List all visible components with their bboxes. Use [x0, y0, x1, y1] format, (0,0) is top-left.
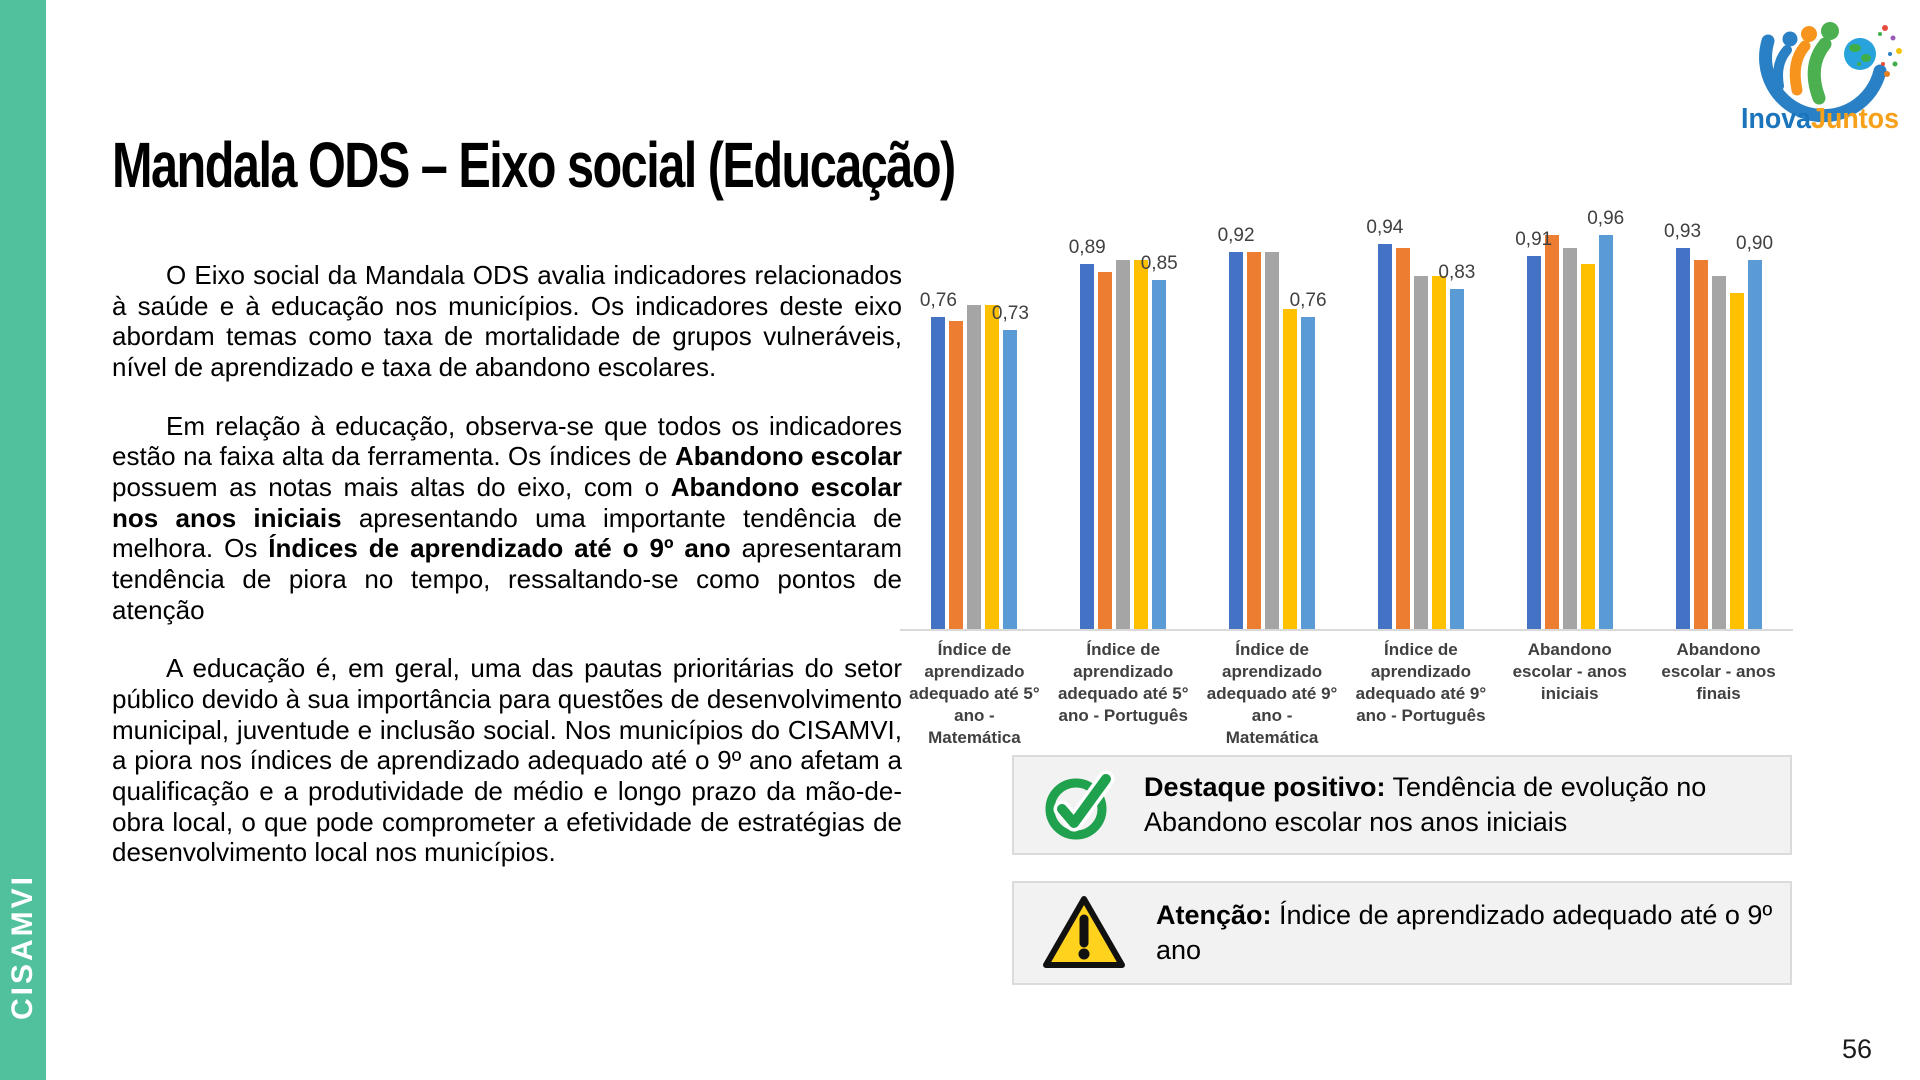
bar-wrap [1265, 219, 1279, 629]
bar-wrap [919, 219, 957, 629]
bar-wrap [1581, 219, 1595, 629]
bar-chart [900, 195, 1800, 765]
bar-wrap [1134, 219, 1148, 629]
bar-wrap [1694, 219, 1708, 629]
person-blue-icon [1778, 50, 1787, 86]
bar-2021 [1599, 235, 1613, 629]
category-label: Abandono escolar - anos finais [1661, 640, 1776, 704]
bar-2018 [1247, 252, 1261, 629]
bar-2017 [931, 317, 945, 629]
bar-wrap [1366, 217, 1404, 629]
chart-x-axis [900, 629, 1793, 631]
bar-wrap [1438, 219, 1476, 629]
bar-2019 [1116, 260, 1130, 629]
bar-wrap [1217, 219, 1255, 629]
bar-value-label: 0,73 [991, 303, 1029, 324]
callout-positive [1012, 755, 1792, 855]
bar-2017 [1378, 244, 1392, 629]
bar-2019 [967, 305, 981, 629]
bar-2017 [1676, 248, 1690, 629]
bar-wrap [1712, 219, 1726, 629]
bar-wrap [1068, 219, 1106, 629]
callout-warning [1012, 881, 1792, 985]
page-number: 56 [1842, 1034, 1873, 1064]
bar-2017 [1229, 252, 1243, 629]
bar-value-label: 0,92 [1217, 225, 1255, 246]
bar-2017 [1080, 264, 1094, 629]
bar-2019 [1265, 252, 1279, 629]
bar-value-label: 0,83 [1438, 262, 1476, 283]
bar-wrap [1736, 219, 1774, 629]
bar-2018 [1098, 272, 1112, 629]
bar-wrap [985, 219, 999, 629]
bar-2020 [1283, 309, 1297, 629]
sidebar-label: CISAMVI [6, 873, 39, 1020]
bar-value-label: 0,96 [1587, 208, 1625, 229]
bar-2020 [1134, 260, 1148, 629]
bar-value-label: 0,76 [1289, 290, 1327, 311]
category-label: Índice de aprendizado adequado até 9° ano - Matemática [1206, 640, 1338, 748]
bar-2020 [1730, 293, 1744, 629]
paragraph: Em relação à educação, observa-se que todos os indicadores estão na faixa alta da ferramenta. Os índices de Abandono escolar possuem as notas mais altas do eixo, com o Abandono escolar nos anos iniciais apresentando uma importante tendência de melhora. Os Índices de aprendizado até o 9º ano apresentaram tendência de piora no tempo, ressaltando-se como pontos de atenção [112, 410, 902, 625]
bar-value-label: 0,93 [1664, 221, 1702, 242]
category-label: Abandono escolar - anos iniciais [1512, 640, 1627, 704]
bar-wrap [1116, 219, 1130, 629]
callout-positive-label: Destaque positivo: [1144, 772, 1386, 803]
bar-2021 [1003, 330, 1017, 629]
bar-wrap [967, 219, 981, 629]
category-label: Índice de aprendizado adequado até 9° ano - Português [1355, 640, 1487, 726]
bar-wrap [1247, 219, 1261, 629]
bar-wrap [1587, 208, 1625, 629]
bar-wrap [1140, 219, 1178, 629]
check-circle-icon [1040, 767, 1116, 843]
bar-group [900, 219, 1049, 629]
bar-wrap [1563, 219, 1577, 629]
bar-2018 [1694, 260, 1708, 629]
bar-wrap [1289, 219, 1327, 629]
callout-warning-text: Atenção: Índice de aprendizado adequado até o 9º ano [1156, 900, 1773, 965]
body-text [112, 260, 902, 896]
bar-wrap [949, 219, 963, 629]
bar-wrap [991, 219, 1029, 629]
bar-2018 [949, 321, 963, 629]
bar-2021 [1748, 260, 1762, 629]
bar-2019 [1712, 276, 1726, 629]
bar-value-label: 0,85 [1140, 253, 1178, 274]
bar-wrap [1414, 219, 1428, 629]
bar-group [1346, 219, 1495, 629]
logo-wordmark: InovaJuntos [1741, 103, 1907, 135]
bar-group [1198, 219, 1347, 629]
page-title: Mandala ODS – Eixo social (Educação) [112, 129, 955, 201]
inovajuntos-logo [1733, 6, 1908, 138]
bar-2019 [1414, 276, 1428, 629]
bar-group [1049, 219, 1198, 629]
bar-wrap [1098, 219, 1112, 629]
bar-group [1644, 219, 1793, 629]
bar-value-label: 0,94 [1366, 217, 1404, 238]
bar-wrap [1283, 219, 1297, 629]
bar-wrap [1730, 219, 1744, 629]
callout-warning-label: Atenção: [1156, 900, 1272, 931]
bar-2020 [1581, 264, 1595, 629]
bar-wrap [1545, 219, 1559, 629]
bar-wrap [1515, 219, 1553, 629]
paragraph: O Eixo social da Mandala ODS avalia indicadores relacionados à saúde e à educação nos municípios. Os indicadores deste eixo abordam temas como taxa de mortalidade de grupos vulneráveis, nível de aprendizado e taxa de abandono escolares. [112, 260, 902, 383]
bar-value-label: 0,90 [1736, 233, 1774, 254]
person-orange-icon [1795, 46, 1805, 90]
chart-plot-area [900, 208, 1793, 629]
bar-2020 [985, 305, 999, 629]
category-label: Índice de aprendizado adequado até 5° ano - Matemática [909, 640, 1040, 748]
category-label: Índice de aprendizado adequado até 5° ano - Português [1057, 640, 1189, 726]
chart-category-axis [900, 639, 1793, 749]
cisamvi-sidebar [0, 0, 46, 1080]
bar-2020 [1432, 276, 1446, 629]
warning-triangle-icon [1040, 893, 1128, 973]
bar-value-label: 0,76 [919, 290, 957, 311]
bar-wrap [1664, 219, 1702, 629]
bar-2021 [1152, 280, 1166, 629]
bar-2017 [1527, 256, 1541, 629]
bar-2018 [1545, 235, 1559, 629]
paragraph: A educação é, em geral, uma das pautas prioritárias do setor público devido à sua importância para questões de desenvolvimento municipal, juventude e inclusão social. Nos municípios do CISAMVI, a piora nos índices de aprendizado adequado até o 9º ano afetam a qualificação e a produtividade de médio e longo prazo da mão-de-obra local, o que pode comprometer a efetividade de estratégias de desenvolvimento local nos municípios. [112, 653, 902, 868]
bar-2019 [1563, 248, 1577, 629]
callout-positive-text: Destaque positivo: Tendência de evolução no Abandono escolar nos anos iniciais [1144, 772, 1707, 837]
bar-2021 [1301, 317, 1315, 629]
bar-2018 [1396, 248, 1410, 629]
bar-value-label: 0,91 [1515, 229, 1553, 250]
person-green-icon [1814, 44, 1825, 98]
bar-2021 [1450, 289, 1464, 629]
bar-wrap [1396, 219, 1410, 629]
bar-group [1495, 208, 1644, 629]
bar-value-label: 0,89 [1068, 237, 1106, 258]
